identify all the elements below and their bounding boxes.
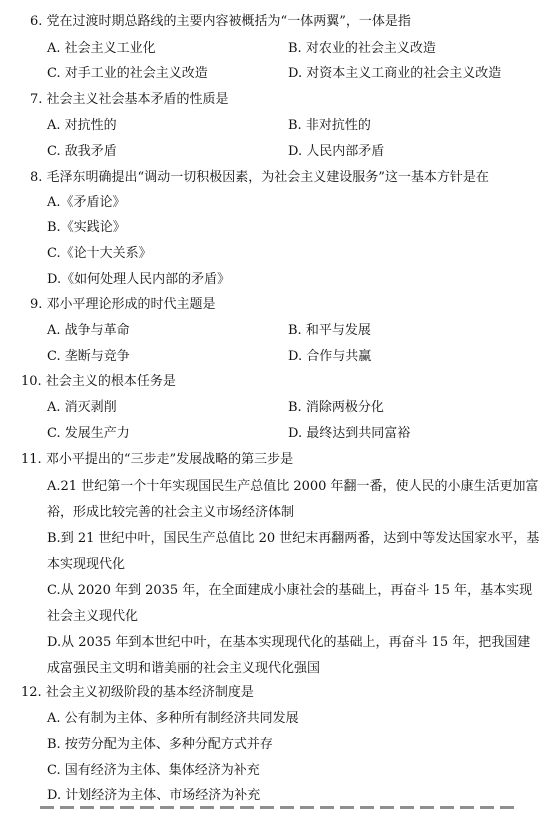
question-12	[21, 683, 254, 703]
option-12d: D. 计划经济为主体、市场经济为补充	[47, 788, 261, 803]
option-8b: B.《实践论》	[47, 220, 126, 235]
question-text: 社会主义的根本任务是	[45, 374, 176, 389]
question-6	[30, 12, 411, 32]
option-7a: A. 对抗性的	[47, 118, 117, 133]
question-number: 10.	[21, 374, 42, 389]
option-12c: C. 国有经济为主体、集体经济为补充	[47, 763, 260, 778]
option-8c: C.《论十大关系》	[47, 246, 152, 261]
question-number: 11.	[21, 452, 42, 467]
option-6c: C. 对手工业的社会主义改造	[47, 66, 208, 81]
option-11a: A.21 世纪第一个十年实现国民生产总值比 2000 年翻一番，使人民的小康生活更加富裕，形成比较完善的社会主义市场经济体制	[47, 479, 539, 520]
question-11	[21, 450, 293, 470]
option-10a: A. 消灭剥削	[47, 400, 117, 415]
option-10d: D. 最终达到共同富裕	[288, 426, 411, 441]
option-11d: D.从 2035 年到本世纪中叶，在基本实现现代化的基础上，再奋斗 15 年，把我国建成富强民主文明和谐美丽的社会主义现代化强国	[47, 635, 531, 676]
option-11b: B.到 21 世纪中叶，国民生产总值比 20 世纪末再翻两番，达到中等发达国家水平，基本实现现代化	[47, 531, 540, 572]
question-8	[30, 168, 489, 188]
option-9a: A. 战争与革命	[47, 323, 130, 338]
question-number: 12.	[21, 685, 42, 700]
option-9b: B. 和平与发展	[288, 323, 371, 338]
option-7b: B. 非对抗性的	[288, 118, 371, 133]
question-text: 邓小平提出的“三步走”发展战略的第三步是	[45, 452, 294, 467]
option-10b: B. 消除两极分化	[288, 400, 384, 415]
option-9d: D. 合作与共赢	[288, 349, 372, 364]
question-text: 社会主义社会基本矛盾的性质是	[46, 92, 229, 107]
cut-off-next-line	[40, 806, 520, 809]
option-12a: A. 公有制为主体、多种所有制经济共同发展	[47, 711, 299, 726]
question-10	[21, 372, 176, 392]
question-text: 邓小平理论形成的时代主题是	[46, 297, 216, 312]
question-7	[30, 90, 229, 110]
option-9c: C. 垄断与竞争	[47, 349, 130, 364]
option-10c: C. 发展生产力	[47, 426, 130, 441]
question-9	[30, 295, 216, 315]
option-6d: D. 对资本主义工商业的社会主义改造	[288, 66, 502, 81]
question-number: 6.	[30, 14, 43, 29]
option-8a: A.《矛盾论》	[47, 195, 126, 210]
option-7d: D. 人民内部矛盾	[288, 144, 385, 159]
question-text: 党在过渡时期总路线的主要内容被概括为“一体两翼”，一体是指	[46, 14, 411, 29]
question-number: 7.	[30, 92, 43, 107]
option-6a: A. 社会主义工业化	[47, 41, 156, 56]
option-6b: B. 对农业的社会主义改造	[288, 41, 436, 56]
question-text: 毛泽东明确提出“调动一切积极因素，为社会主义建设服务”这一基本方针是在	[46, 170, 489, 185]
option-12b: B. 按劳分配为主体、多种分配方式并存	[47, 737, 273, 752]
question-number: 9.	[30, 297, 43, 312]
question-text: 社会主义初级阶段的基本经济制度是	[45, 685, 254, 700]
option-8d: D.《如何处理人民内部的矛盾》	[47, 272, 231, 287]
question-number: 8.	[30, 170, 43, 185]
option-7c: C. 敌我矛盾	[47, 144, 117, 159]
option-11c: C.从 2020 年到 2035 年，在全面建成小康社会的基础上，再奋斗 15 年，基本实现社会主义现代化	[47, 583, 533, 624]
